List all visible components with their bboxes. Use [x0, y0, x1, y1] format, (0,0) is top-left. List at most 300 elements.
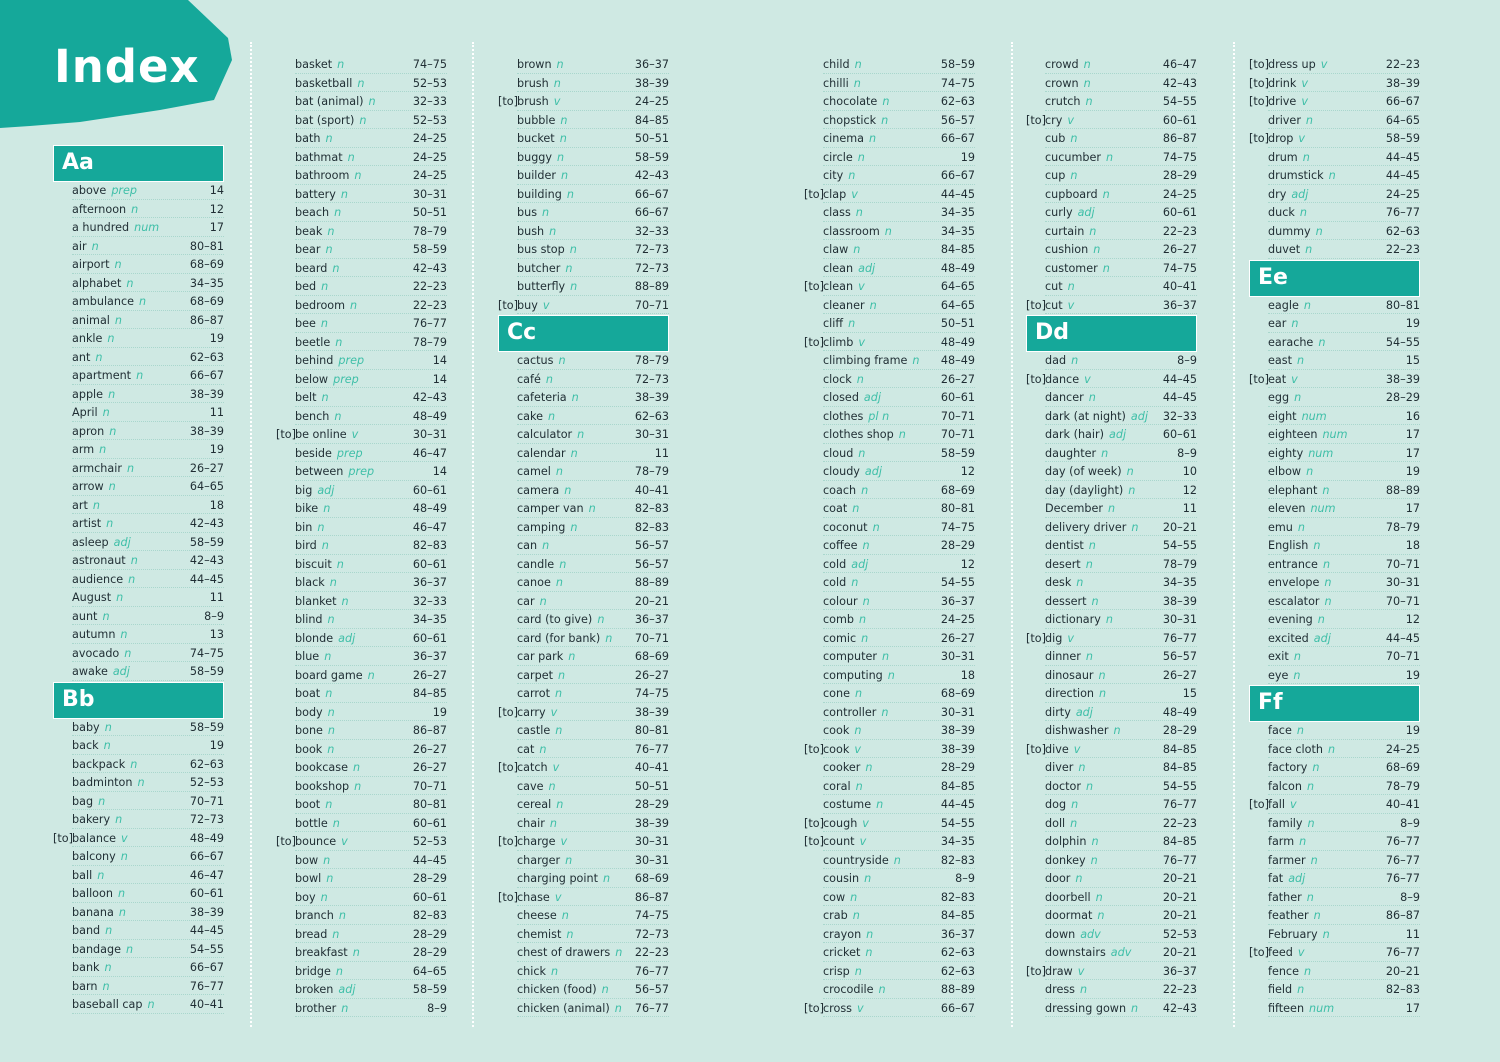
entry-label: [517, 667, 565, 686]
part-of-speech: n: [1299, 835, 1307, 848]
page-number: 62–63: [1385, 224, 1420, 238]
entry-label: [1268, 889, 1314, 908]
entry-word: coffee: [823, 539, 858, 552]
page-number: 36–37: [412, 576, 447, 589]
entry-label: [72, 645, 131, 664]
entry-label: [517, 352, 566, 371]
entry-label: [1045, 833, 1099, 852]
entry-label: [1045, 759, 1085, 778]
index-entry: [276, 981, 447, 1000]
page-number: 74–75: [1162, 261, 1197, 275]
part-of-speech: n: [859, 613, 867, 626]
entry-label: [295, 981, 355, 1000]
page-number: 80–81: [940, 502, 975, 515]
part-of-speech: n: [1113, 724, 1121, 737]
entry-word: downstairs: [1045, 946, 1106, 959]
part-of-speech: v: [1067, 631, 1074, 645]
part-of-speech: n: [545, 372, 553, 386]
part-of-speech: n: [861, 631, 869, 645]
entry-word: cut: [1045, 298, 1063, 312]
entry-label: [823, 981, 886, 1000]
index-entry: [53, 848, 224, 867]
entry-word: duvet: [1268, 243, 1301, 256]
page-number: 20–21: [1385, 964, 1420, 978]
entry-word: exit: [1268, 650, 1289, 663]
index-entry: [804, 981, 975, 1000]
page-number: 74–75: [940, 76, 975, 90]
section-heading: [53, 145, 224, 182]
entry-word: bag: [72, 794, 94, 808]
entry-word: blonde: [295, 631, 334, 645]
entry-label: [1045, 907, 1104, 926]
part-of-speech: adj: [1108, 428, 1127, 441]
verb-prefix: [to]: [1026, 298, 1046, 312]
page-number: 54–55: [1162, 779, 1197, 793]
part-of-speech: n: [1302, 150, 1310, 164]
entry-label: [72, 867, 104, 886]
entry-label: [1268, 778, 1314, 797]
part-of-speech: n: [898, 428, 906, 441]
entry-label: [517, 93, 560, 112]
entry-word: butcher: [517, 261, 561, 275]
page-number: 62–63: [940, 964, 975, 978]
verb-prefix: [to]: [276, 428, 296, 441]
page-number: 78–79: [634, 354, 669, 367]
part-of-speech: n: [332, 816, 340, 830]
page-number: 26–27: [412, 742, 447, 756]
index-entry: [1026, 297, 1197, 316]
entry-word: bird: [295, 539, 317, 552]
part-of-speech: n: [116, 591, 124, 604]
entry-label: [1268, 926, 1330, 945]
entry-word: beak: [295, 224, 323, 238]
entry-word: chase: [517, 890, 550, 904]
entry-label: [72, 774, 145, 793]
index-entry: [498, 519, 669, 538]
index-entry: [1249, 389, 1420, 408]
entry-label: [823, 926, 873, 945]
index-entry: [276, 556, 447, 575]
part-of-speech: n: [1322, 927, 1330, 941]
entry-label: [823, 278, 865, 297]
part-of-speech: n: [568, 650, 576, 663]
index-entry: [1026, 204, 1197, 223]
part-of-speech: n: [327, 613, 335, 626]
index-entry: [498, 593, 669, 612]
entry-label: [823, 519, 880, 538]
index-entry: [1249, 870, 1420, 889]
part-of-speech: n: [337, 58, 345, 71]
entry-word: eighty: [1268, 446, 1304, 460]
entry-word: basketball: [295, 76, 353, 90]
entry-label: [823, 741, 861, 760]
entry-word: branch: [295, 909, 334, 922]
page-number: 74–75: [1162, 150, 1197, 164]
entry-word: buy: [517, 298, 538, 312]
page-number: 54–55: [1162, 539, 1197, 552]
page-number: 84–85: [634, 113, 669, 127]
entry-label: [1268, 241, 1312, 260]
index-entry: [1249, 1000, 1420, 1019]
part-of-speech: n: [597, 613, 605, 626]
entry-label: [823, 334, 865, 353]
entry-label: [823, 704, 888, 723]
entry-word: broken: [295, 983, 334, 996]
page-number: 52–53: [412, 76, 447, 90]
entry-label: [1045, 186, 1110, 205]
entry-word: emu: [1268, 520, 1293, 534]
part-of-speech: n: [368, 95, 376, 108]
part-of-speech: n: [332, 927, 340, 941]
part-of-speech: adv: [1080, 927, 1101, 941]
entry-word: charge: [517, 835, 556, 848]
index-entry: [1249, 426, 1420, 445]
page-number: 60–61: [1162, 113, 1197, 127]
entry-word: drum: [1268, 150, 1298, 164]
part-of-speech: n: [854, 58, 862, 71]
entry-word: escalator: [1268, 594, 1320, 608]
page-number: 26–27: [1162, 243, 1197, 256]
index-entry: [1026, 759, 1197, 778]
part-of-speech: n: [1313, 539, 1321, 552]
part-of-speech: n: [136, 369, 144, 382]
entry-label: [295, 130, 333, 149]
verb-prefix: [to]: [1249, 946, 1269, 959]
entry-word: dinner: [1045, 650, 1081, 663]
index-entry: [498, 926, 669, 945]
page-number: 19: [209, 739, 224, 752]
entry-label: [1268, 981, 1304, 1000]
entry-word: drive: [1268, 95, 1297, 108]
entry-label: [517, 870, 610, 889]
entry-word: cone: [823, 687, 850, 700]
index-entry: [498, 611, 669, 630]
entry-label: [823, 260, 875, 279]
page-number: 44–45: [940, 798, 975, 811]
entry-label: [72, 830, 128, 849]
entry-label: [72, 552, 138, 571]
entry-label: [1045, 204, 1095, 223]
part-of-speech: num: [1310, 502, 1336, 515]
verb-prefix: [to]: [498, 890, 518, 904]
index-entry: [498, 371, 669, 390]
entry-word: airport: [72, 258, 110, 271]
page-number: 24–25: [412, 132, 447, 145]
part-of-speech: n: [570, 280, 578, 293]
page-number: 58–59: [412, 983, 447, 996]
part-of-speech: n: [862, 594, 870, 608]
entry-word: evening: [1268, 613, 1313, 626]
entry-label: [823, 167, 855, 186]
page-number: 46–47: [412, 520, 447, 534]
entry-word: bat (sport): [295, 113, 355, 127]
entry-word: clock: [823, 372, 852, 386]
verb-prefix: [to]: [1026, 372, 1046, 386]
index-entry: [53, 589, 224, 608]
entry-label: [1045, 241, 1100, 260]
page-number: 12: [960, 465, 975, 478]
entry-label: [1045, 149, 1113, 168]
page-number: 60–61: [412, 890, 447, 904]
index-entry: [804, 500, 975, 519]
entry-label: [72, 460, 134, 479]
part-of-speech: n: [1322, 557, 1331, 571]
entry-label: [295, 75, 364, 94]
index-entry: [804, 574, 975, 593]
page-number: 34–35: [940, 206, 975, 219]
part-of-speech: n: [851, 576, 859, 589]
part-of-speech: n: [102, 979, 110, 993]
index-column-1: [53, 145, 224, 1015]
part-of-speech: n: [857, 150, 865, 164]
entry-label: [1045, 112, 1074, 131]
index-entry: [53, 219, 224, 238]
index-entry: [498, 556, 669, 575]
entry-word: brother: [295, 1001, 337, 1015]
entry-label: [72, 423, 116, 442]
entry-label: [823, 667, 895, 686]
part-of-speech: n: [115, 813, 123, 826]
index-entry: [498, 852, 669, 871]
entry-label: [517, 204, 549, 223]
entry-word: clean: [823, 280, 854, 293]
index-entry: [1026, 889, 1197, 908]
entry-label: [823, 759, 873, 778]
entry-label: [1045, 593, 1099, 612]
index-entry: [1249, 482, 1420, 501]
index-entry: [498, 796, 669, 815]
entry-word: black: [295, 576, 325, 589]
index-entry: [1249, 759, 1420, 778]
entry-label: [72, 756, 137, 775]
part-of-speech: v: [550, 705, 558, 719]
index-entry: [1249, 149, 1420, 168]
entry-word: canoe: [517, 576, 551, 589]
index-entry: [1026, 815, 1197, 834]
part-of-speech: v: [859, 835, 867, 848]
page-number: 64–65: [189, 480, 224, 493]
entry-label: [517, 278, 577, 297]
index-entry: [53, 330, 224, 349]
index-entry: [1026, 685, 1197, 704]
entry-label: [72, 386, 115, 405]
index-entry: [53, 441, 224, 460]
page-number: 24–25: [412, 169, 447, 182]
index-column-5: [1026, 56, 1197, 1018]
part-of-speech: v: [1077, 964, 1085, 978]
part-of-speech: n: [124, 646, 132, 660]
part-of-speech: n: [547, 409, 556, 423]
page-number: 84–85: [1162, 761, 1197, 774]
page-number: 66–67: [189, 850, 224, 863]
entry-word: draw: [1045, 964, 1073, 978]
entry-word: bridge: [295, 964, 331, 978]
part-of-speech: n: [569, 243, 577, 256]
index-entry: [276, 297, 447, 316]
entry-label: [1268, 75, 1308, 94]
index-column-4: [804, 56, 975, 1018]
entry-word: art: [72, 498, 88, 512]
entry-label: [72, 941, 133, 960]
index-entry: [53, 756, 224, 775]
index-entry: [804, 519, 975, 538]
index-entry: [498, 260, 669, 279]
entry-label: [1268, 334, 1325, 353]
entry-label: [517, 500, 596, 519]
entry-word: dressing gown: [1045, 1001, 1127, 1015]
page-number: 66–67: [634, 206, 669, 219]
page-number: 34–35: [1162, 576, 1197, 589]
part-of-speech: n: [603, 872, 611, 885]
page-number: 48–49: [940, 261, 975, 275]
entry-word: earache: [1268, 335, 1314, 349]
page-number: 76–77: [1385, 872, 1420, 885]
page-number: 11: [654, 446, 669, 460]
entry-word: December: [1045, 502, 1104, 515]
part-of-speech: n: [861, 483, 869, 497]
index-entry: [276, 593, 447, 612]
part-of-speech: n: [97, 868, 105, 882]
part-of-speech: n: [353, 761, 361, 774]
part-of-speech: n: [559, 132, 567, 145]
entry-word: brush: [517, 76, 549, 90]
part-of-speech: n: [137, 776, 145, 789]
entry-word: builder: [517, 169, 556, 182]
part-of-speech: n: [848, 169, 856, 182]
index-entry: [53, 256, 224, 275]
index-entry: [276, 482, 447, 501]
index-entry: [498, 981, 669, 1000]
entry-word: bat (animal): [295, 95, 364, 108]
part-of-speech: n: [103, 739, 111, 752]
index-entry: [498, 778, 669, 797]
part-of-speech: n: [548, 779, 556, 793]
part-of-speech: adj: [1075, 705, 1093, 719]
part-of-speech: n: [1291, 317, 1299, 330]
part-of-speech: n: [1296, 724, 1304, 737]
part-of-speech: n: [556, 798, 564, 811]
part-of-speech: n: [854, 687, 863, 700]
index-entry: [1249, 648, 1420, 667]
page-number: 12: [960, 557, 975, 571]
entry-word: child: [823, 58, 850, 71]
entry-label: [517, 741, 547, 760]
entry-label: [295, 1000, 348, 1019]
index-entry: [276, 778, 447, 797]
index-entry: [276, 426, 447, 445]
entry-label: [1045, 223, 1096, 242]
entry-label: [1045, 574, 1083, 593]
part-of-speech: n: [323, 853, 331, 867]
index-entry: [53, 182, 224, 201]
verb-prefix: [to]: [804, 816, 824, 830]
entry-word: can: [517, 539, 538, 552]
page-number: 17: [1405, 1001, 1420, 1015]
entry-label: [295, 537, 329, 556]
part-of-speech: n: [577, 428, 585, 441]
entry-word: clothes shop: [823, 428, 894, 441]
part-of-speech: n: [98, 794, 106, 808]
index-entry: [1026, 630, 1197, 649]
part-of-speech: n: [325, 687, 333, 700]
verb-prefix: [to]: [498, 298, 518, 312]
entry-word: excited: [1268, 631, 1309, 645]
index-entry: [804, 593, 975, 612]
part-of-speech: n: [852, 502, 860, 515]
entry-word: chicken (animal): [517, 1001, 610, 1015]
entry-word: driver: [1268, 113, 1301, 127]
index-entry: [498, 389, 669, 408]
entry-label: [517, 223, 556, 242]
part-of-speech: n: [864, 872, 872, 885]
part-of-speech: n: [1085, 95, 1093, 108]
page-number: 30–31: [1385, 576, 1420, 589]
entry-label: [295, 56, 344, 75]
entry-word: bike: [295, 502, 319, 515]
index-entry: [276, 500, 447, 519]
part-of-speech: n: [912, 354, 920, 367]
index-entry: [276, 93, 447, 112]
entry-label: [295, 796, 332, 815]
entry-word: beard: [295, 261, 328, 275]
entry-word: ball: [72, 868, 93, 882]
part-of-speech: n: [1322, 483, 1330, 497]
page-number: 44–45: [1385, 169, 1420, 182]
page-number: 38–39: [634, 816, 669, 830]
index-entry: [276, 445, 447, 464]
entry-label: [517, 963, 558, 982]
page-number: 30–31: [634, 428, 669, 441]
entry-word: crayon: [823, 927, 862, 941]
part-of-speech: adj: [1313, 631, 1331, 645]
part-of-speech: n: [334, 206, 342, 219]
part-of-speech: n: [549, 224, 557, 238]
page-number: 58–59: [189, 665, 224, 678]
entry-label: [823, 796, 883, 815]
part-of-speech: n: [347, 150, 355, 164]
entry-word: baby: [72, 720, 100, 734]
page-number: 28–29: [1162, 724, 1197, 737]
index-entry: [1026, 519, 1197, 538]
index-entry: [498, 278, 669, 297]
page-number: 38–39: [634, 76, 669, 90]
index-entry: [804, 223, 975, 242]
entry-label: [517, 56, 564, 75]
page-number: 64–65: [412, 964, 447, 978]
entry-label: [295, 389, 329, 408]
index-entry: [276, 815, 447, 834]
page-number: 42–43: [189, 554, 224, 567]
part-of-speech: n: [1327, 742, 1336, 756]
index-entry: [1026, 93, 1197, 112]
entry-label: [295, 241, 333, 260]
page-number: 76–77: [1162, 631, 1197, 645]
entry-label: [517, 408, 555, 427]
section-letter: Bb: [62, 686, 95, 712]
entry-label: [1268, 149, 1310, 168]
page-number: 76–77: [1385, 946, 1420, 959]
index-entry: [276, 907, 447, 926]
part-of-speech: n: [338, 909, 346, 922]
entry-word: bottle: [295, 816, 328, 830]
entry-label: [1268, 167, 1336, 186]
entry-word: closed: [823, 391, 859, 404]
index-entry: [276, 722, 447, 741]
entry-label: [1045, 704, 1093, 723]
entry-label: [295, 926, 339, 945]
index-entry: [498, 1000, 669, 1019]
entry-label: [517, 519, 577, 538]
